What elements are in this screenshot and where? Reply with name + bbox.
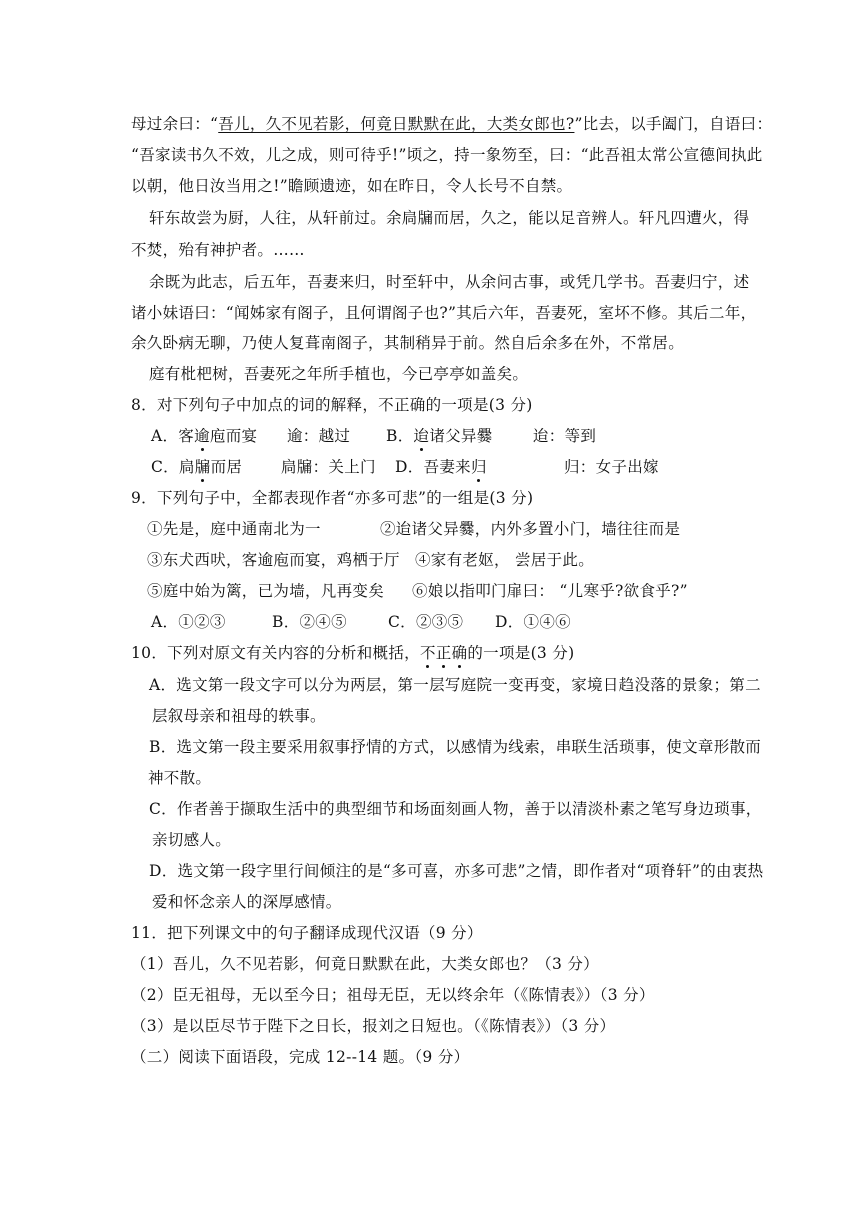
text-span: 诸父异爨 <box>429 427 493 445</box>
passage-line: 诸小妹语曰：“闻姊家有阁子，且何谓阁子也?”其后六年，吾妻死，室坏不修。其后二年， <box>131 304 757 322</box>
passage-line <box>131 114 772 134</box>
dotted-char: 确 <box>451 644 468 662</box>
dotted-char: 正 <box>435 644 452 662</box>
text-span: 的一项是(3 分) <box>467 644 575 662</box>
q8-option-d <box>395 457 487 477</box>
section-2-heading: （二）阅读下面语段，完成 12--14 题。（9 分） <box>131 1048 470 1066</box>
q8-option-a <box>151 426 257 446</box>
passage-line: 余久卧病无聊，乃使人复葺南阁子，其制稍异于前。然自后余多在外，不常居。 <box>131 334 685 352</box>
q9-option-c: C．②③⑤ <box>388 613 464 631</box>
passage-line: 余既为此志，后五年，吾妻来归，时至轩中，从余问古事，或凭几学书。吾妻归宁，述 <box>149 273 750 291</box>
dotted-char: 不 <box>419 644 436 662</box>
dotted-char: 逾 <box>194 427 210 445</box>
q9-sentence-2: ②迨诸父异爨，内外多置小门，墙往往而是 <box>380 520 681 538</box>
text-span: 庖而宴 <box>209 427 258 445</box>
q10-option-d-line2: 爱和怀念亲人的深厚感情。 <box>152 893 342 911</box>
question-9-stem: 9．下列句子中，全都表现作者“亦多可悲”的一组是(3 分) <box>131 489 534 507</box>
q9-option-d: D．①④⑥ <box>495 613 571 631</box>
q10-option-c-line1: C．作者善于撷取生活中的典型细节和场面刻画人物，善于以清淡朴素之笔写身边琐事， <box>149 800 762 818</box>
q11-item-3: （3）是以臣尽节于陛下之日长，报刘之日短也。（《陈情表》）（3 分） <box>131 1017 616 1035</box>
q8-gloss-c: 扃牖：关上门 <box>281 458 376 476</box>
q9-sentence-5: ⑤庭中始为篱，已为墙，凡再变矣 <box>147 582 385 600</box>
q10-option-c-line2: 亲切感人。 <box>152 831 232 849</box>
passage-line: “吾家读书久不效，儿之成，则可待乎!”顷之，持一象笏至，曰：“此吾祖太常公宣德间执此 <box>131 146 763 164</box>
text-span: C．扃 <box>151 458 195 476</box>
q9-sentence-6: ⑥娘以指叩门扉曰： “儿寒乎?欲食乎?” <box>412 582 688 600</box>
q8-gloss-d: 归：女子出嫁 <box>564 458 659 476</box>
passage-line: 庭有枇杷树，吾妻死之年所手植也，今已亭亭如盖矣。 <box>149 365 529 383</box>
q9-sentence-3: ③东犬西吠，客逾庖而宴，鸡栖于厅 <box>147 551 400 569</box>
q10-option-b-line1: B．选文第一段主要采用叙事抒情的方式，以感情为线索，串联生活琐事，使文章形散而 <box>149 738 762 756</box>
question-8-stem: 8．对下列句子中加点的词的解释，不正确的一项是(3 分) <box>131 396 533 414</box>
text-span: B． <box>386 427 414 445</box>
q8-option-c <box>151 457 242 477</box>
q9-option-b: B．②④⑤ <box>272 613 347 631</box>
passage-line: 轩东故尝为厨，人往，从轩前过。余扃牖而居，久之，能以足音辨人。轩凡四遭火，得 <box>149 209 750 227</box>
text-span: D．吾妻来 <box>395 458 471 476</box>
dotted-char: 迨 <box>413 427 430 445</box>
question-10-stem <box>131 643 574 663</box>
dotted-char: 牖 <box>194 458 211 476</box>
q8-gloss-a: 逾：越过 <box>287 427 351 445</box>
underlined-quote: 吾儿，久不见若影，何竟日默默在此，大类女郎也? <box>218 115 575 133</box>
q9-sentence-4: ④家有老妪， 尝居于此。 <box>415 551 595 569</box>
text-span: ”比去，以手阖门，自语曰： <box>574 115 773 133</box>
q9-sentence-1: ①先是，庭中通南北为一 <box>147 520 321 538</box>
q8-option-b <box>386 426 493 446</box>
q10-option-a-line2: 层叙母亲和祖母的轶事。 <box>152 707 326 725</box>
q11-item-1: （1）吾儿，久不见若影，何竟日默默在此，大类女郎也？（3 分） <box>131 955 599 973</box>
q8-gloss-b: 迨：等到 <box>533 427 597 445</box>
text-span: 而居 <box>210 458 243 476</box>
text-span: A．客 <box>151 427 195 445</box>
passage-line: 以朝，他日汝当用之!”瞻顾遗迹，如在昨日，令人长号不自禁。 <box>131 177 573 195</box>
passage-line: 不焚，殆有神护者。…… <box>131 241 305 259</box>
q9-option-a: A．①②③ <box>151 613 226 631</box>
text-span: 母过余曰：“ <box>131 115 219 133</box>
dotted-char: 归 <box>470 458 487 476</box>
q10-option-b-line2: 神不散。 <box>148 769 212 787</box>
text-span: 10．下列对原文有关内容的分析和概括， <box>131 644 420 662</box>
question-11-stem: 11．把下列课文中的句子翻译成现代汉语（9 分） <box>131 924 483 942</box>
q11-item-2: （2）臣无祖母，无以至今日；祖母无臣，无以终余年（《陈情表》）（3 分） <box>131 986 655 1004</box>
q10-option-a-line1: A．选文第一段文字可以分为两层，第一层写庭院一变再变，家境日趋没落的景象；第二 <box>149 676 761 694</box>
q10-option-d-line1: D．选文第一段字里行间倾注的是“多可喜，亦多可悲”之情，即作者对“项脊轩”的由衷热 <box>149 862 764 880</box>
